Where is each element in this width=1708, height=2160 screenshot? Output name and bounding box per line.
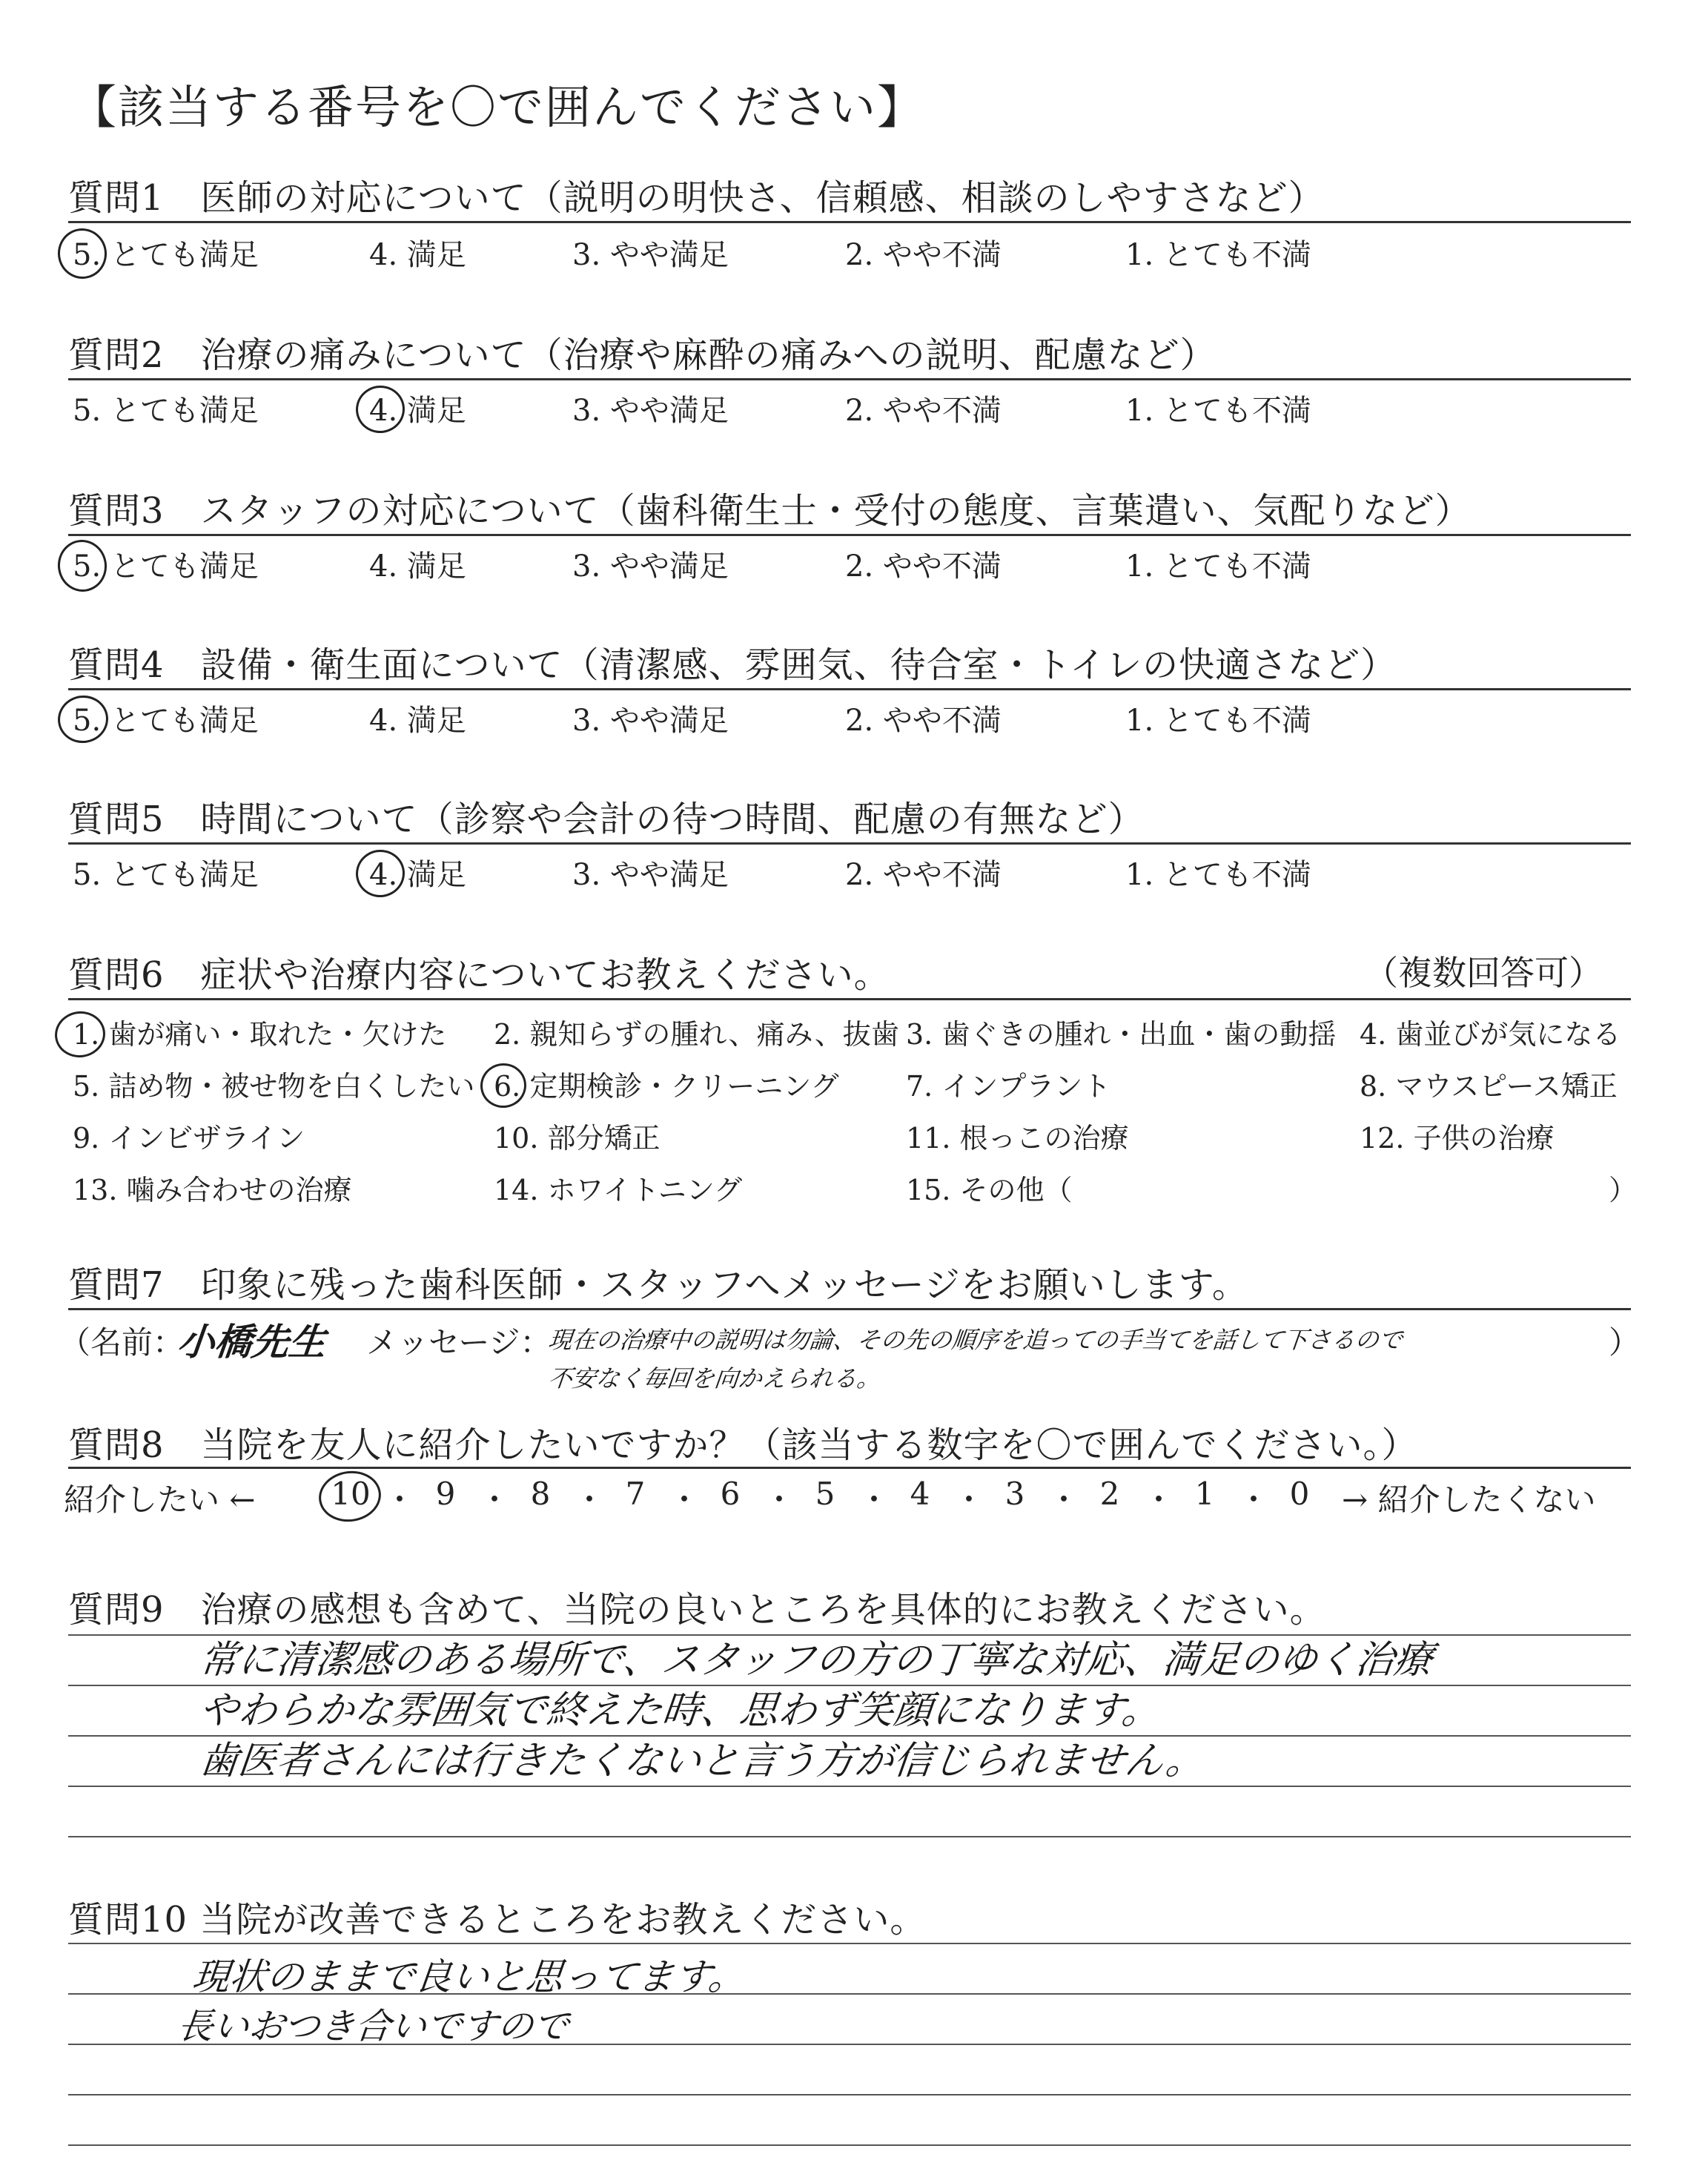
question-6-rule <box>68 998 1631 1000</box>
question-2-rule <box>68 378 1631 380</box>
q10-line-1 <box>68 1943 1631 1944</box>
q6-option-6[interactable]: 6. 定期検診・クリーニング <box>494 1070 839 1103</box>
question-6-title: 質問6 症状や治療内容についてお教えください。 <box>68 954 890 996</box>
q6-option-7[interactable]: 7. インプラント <box>906 1070 1111 1103</box>
multiple-answers-note: （複数回答可） <box>1364 953 1603 993</box>
question-7-title: 質問7 印象に残った歯科医師・スタッフへメッセージをお願いします。 <box>68 1264 1248 1306</box>
q2-option-3[interactable]: 3. やや満足 <box>572 394 729 428</box>
question-4-rule <box>68 688 1631 690</box>
q4-option-3[interactable]: 3. やや満足 <box>572 704 729 738</box>
q10-answer-line-1[interactable]: 現状のままで良いと思ってます。 <box>190 1955 748 1998</box>
q3-option-2[interactable]: 2. やや不満 <box>845 549 1002 584</box>
q5-option-2[interactable]: 2. やや不満 <box>845 858 1002 892</box>
question-8-rule <box>68 1467 1631 1469</box>
q6-option-4[interactable]: 4. 歯並びが気になる <box>1360 1018 1621 1051</box>
q1-option-2[interactable]: 2. やや不満 <box>845 238 1002 272</box>
page-title: 【該当する番号を〇で囲んでください】 <box>70 80 925 134</box>
q8-scale-separator: ・ <box>1143 1482 1175 1518</box>
q9-answer-line-2[interactable]: やわらかな雰囲気で終えた時、思わず笑顔になります。 <box>197 1688 1163 1733</box>
q1-option-5[interactable]: 5. とても満足 <box>73 238 259 272</box>
question-1-title: 質問1 医師の対応について（説明の明快さ、信頼感、相談のしやすさなど） <box>68 177 1325 219</box>
q8-scale-separator: ・ <box>384 1482 416 1518</box>
q3-option-4[interactable]: 4. 満足 <box>369 549 466 584</box>
question-2-title: 質問2 治療の痛みについて（治療や麻酔の痛みへの説明、配慮など） <box>68 334 1217 376</box>
question-4-title: 質問4 設備・衛生面について（清潔感、雰囲気、待合室・トイレの快適さなど） <box>68 644 1397 686</box>
q1-option-1[interactable]: 1. とても不満 <box>1125 238 1311 272</box>
q3-option-5[interactable]: 5. とても満足 <box>73 549 259 584</box>
q8-right-label: → 紹介したくない <box>1342 1482 1596 1518</box>
q10-answer-line-2[interactable]: 長いおつき合いですので <box>175 2006 572 2047</box>
q6-option-9[interactable]: 9. インビザライン <box>73 1122 305 1155</box>
q7-message-label: メッセージ： <box>366 1324 552 1361</box>
q2-option-2[interactable]: 2. やや不満 <box>845 394 1002 428</box>
q8-scale-5[interactable]: 5 <box>815 1476 835 1512</box>
q2-option-4[interactable]: 4. 満足 <box>369 394 466 428</box>
q6-option-15-close: ） <box>1609 1174 1638 1206</box>
q8-scale-separator: ・ <box>764 1482 795 1518</box>
q8-scale-separator: ・ <box>858 1482 890 1518</box>
q6-option-12[interactable]: 12. 子供の治療 <box>1360 1122 1555 1155</box>
question-9-title: 質問9 治療の感想も含めて、当院の良いところを具体的にお教えください。 <box>68 1589 1326 1631</box>
question-7-rule <box>68 1308 1631 1310</box>
q7-message-line-2[interactable]: 不安なく毎回を向かえられる。 <box>546 1364 882 1393</box>
q6-option-2[interactable]: 2. 親知らずの腫れ、痛み、抜歯 <box>494 1018 899 1051</box>
q6-option-8[interactable]: 8. マウスピース矯正 <box>1360 1070 1618 1103</box>
q7-name-label: （名前： <box>59 1324 185 1361</box>
question-5-title: 質問5 時間について（診察や会計の待つ時間、配慮の有無など） <box>68 799 1145 840</box>
q8-scale-separator: ・ <box>1048 1482 1080 1518</box>
q8-scale-10[interactable]: 10 <box>325 1476 377 1512</box>
q4-option-2[interactable]: 2. やや不満 <box>845 704 1002 738</box>
q6-option-14[interactable]: 14. ホワイトニング <box>494 1174 743 1206</box>
q5-option-1[interactable]: 1. とても不満 <box>1125 858 1311 892</box>
q8-scale-7[interactable]: 7 <box>625 1476 646 1512</box>
question-10-title: 質問10 当院が改善できるところをお教えください。 <box>68 1899 927 1941</box>
q4-option-4[interactable]: 4. 満足 <box>369 704 466 738</box>
q3-option-3[interactable]: 3. やや満足 <box>572 549 729 584</box>
question-1-rule <box>68 221 1631 223</box>
q8-scale-separator: ・ <box>479 1482 511 1518</box>
q8-left-label: 紹介したい ← <box>64 1482 256 1518</box>
question-8-title: 質問8 当院を友人に紹介したいですか？（該当する数字を〇で囲んでください。） <box>68 1424 1418 1466</box>
q3-option-1[interactable]: 1. とても不満 <box>1125 549 1311 584</box>
q2-option-1[interactable]: 1. とても不満 <box>1125 394 1311 428</box>
q8-scale-separator: ・ <box>669 1482 701 1518</box>
q9-answer-line-3[interactable]: 歯医者さんには行きたくないと言う方が信じられません。 <box>197 1739 1207 1783</box>
q8-scale-0[interactable]: 0 <box>1289 1476 1310 1512</box>
q9-answer-line-1[interactable]: 常に清潔感のある場所で、スタッフの方の丁寧な対応、満足のゆく治療 <box>197 1638 1435 1682</box>
q8-scale-1[interactable]: 1 <box>1194 1476 1215 1512</box>
q8-scale <box>325 1476 1377 1517</box>
q8-scale-2[interactable]: 2 <box>1099 1476 1120 1512</box>
q8-scale-8[interactable]: 8 <box>530 1476 551 1512</box>
q6-option-3[interactable]: 3. 歯ぐきの腫れ・出血・歯の動揺 <box>906 1018 1337 1051</box>
question-5-rule <box>68 842 1631 845</box>
q8-scale-9[interactable]: 9 <box>435 1476 456 1512</box>
question-3-title: 質問3 スタッフの対応について（歯科衛生士・受付の態度、言葉遣い、気配りなど） <box>68 490 1472 532</box>
q5-option-5[interactable]: 5. とても満足 <box>73 858 259 892</box>
q6-option-13[interactable]: 13. 噛み合わせの治療 <box>73 1174 352 1206</box>
q5-option-4[interactable]: 4. 満足 <box>369 858 466 892</box>
q1-option-4[interactable]: 4. 満足 <box>369 238 466 272</box>
q8-scale-separator: ・ <box>574 1482 606 1518</box>
q7-message-close: ） <box>1609 1324 1641 1361</box>
q7-message-line-1[interactable]: 現在の治療中の説明は勿論、その先の順序を追っての手当てを話して下さるので <box>546 1326 1404 1354</box>
q2-option-5[interactable]: 5. とても満足 <box>73 394 259 428</box>
q6-option-10[interactable]: 10. 部分矯正 <box>494 1122 661 1155</box>
q8-scale-separator: ・ <box>1238 1482 1270 1518</box>
q8-scale-separator: ・ <box>953 1482 985 1518</box>
q10-line-4 <box>68 2094 1631 2095</box>
q8-scale-4[interactable]: 4 <box>910 1476 930 1512</box>
q4-option-5[interactable]: 5. とても満足 <box>73 704 259 738</box>
q9-line-5 <box>68 1836 1631 1837</box>
q5-option-3[interactable]: 3. やや満足 <box>572 858 729 892</box>
q6-option-11[interactable]: 11. 根っこの治療 <box>906 1122 1129 1155</box>
q6-option-1[interactable]: 1. 歯が痛い・取れた・欠けた <box>73 1018 447 1051</box>
q10-line-5 <box>68 2144 1631 2146</box>
q8-selection-circle <box>316 1467 385 1525</box>
q8-scale-6[interactable]: 6 <box>720 1476 741 1512</box>
q1-option-3[interactable]: 3. やや満足 <box>572 238 729 272</box>
q6-option-15[interactable]: 15. その他（ <box>906 1174 1073 1206</box>
q7-name-value[interactable]: 小橋先生 <box>175 1321 328 1364</box>
q4-option-1[interactable]: 1. とても不満 <box>1125 704 1311 738</box>
q6-option-5[interactable]: 5. 詰め物・被せ物を白くしたい <box>73 1070 475 1103</box>
q8-scale-3[interactable]: 3 <box>1004 1476 1025 1512</box>
q9-line-4 <box>68 1786 1631 1787</box>
question-3-rule <box>68 534 1631 536</box>
